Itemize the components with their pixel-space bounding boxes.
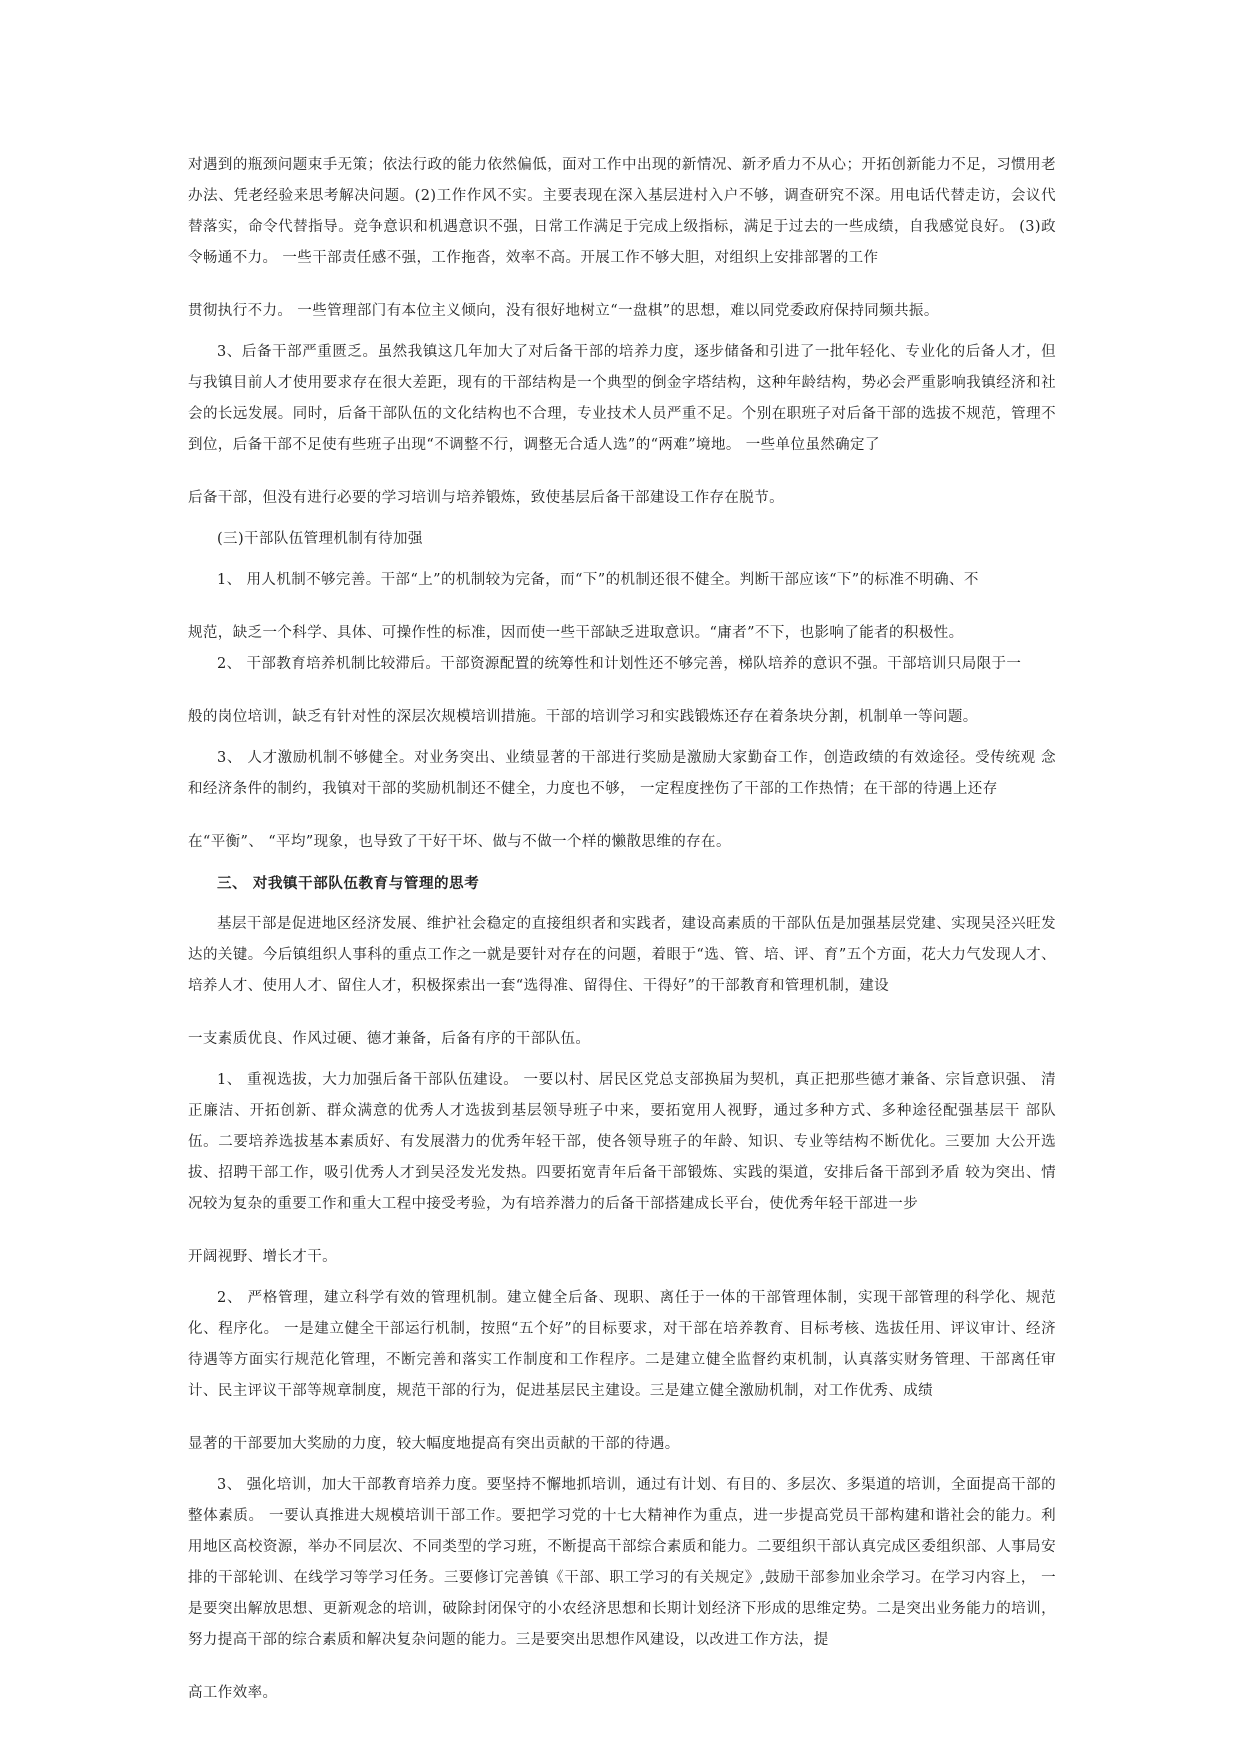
document-body — [188, 150, 1056, 1709]
section-heading: (三)干部队伍管理机制有待加强 — [217, 531, 423, 547]
paragraph: 高工作效率。 — [188, 1685, 278, 1701]
paragraph: 2、 严格管理，建立科学有效的管理机制。建立健全后备、现职、离任于一体的干部管理体制，实现干部管理的科学化、规范化、程序化。 一是建立健全干部运行机制，按照“五个好”的目标要求，对干部在培养教育、目标考核、选拔任用、评议审计、经济待遇等方面实行规范化管理，不断完善和落实工作制度和工作程序。二是建立健全监督约束机制，认真落实财务管理、干部离任审计、民主评议干部等规章制度，规范干部的行为，促进基层民主建设。三是建立健全激励机制，对工作优秀、成绩 — [188, 1290, 1056, 1399]
paragraph: 般的岗位培训，缺乏有针对性的深层次规模培训措施。干部的培训学习和实践锻炼还存在着条块分割，机制单一等问题。 — [188, 709, 978, 725]
paragraph: 1、 重视选拔，大力加强后备干部队伍建设。 一要以村、居民区党总支部换届为契机，真正把那些德才兼备、宗旨意识强、 清正廉洁、开拓创新、群众满意的优秀人才选拔到基层领导班子中来，要拓宽用人视野，通过多种方式、多种途径配强基层干 部队伍。二要培养选拔基本素质好、有发展潜力的优秀年轻干部，使各领导班子的年龄、知识、专业等结构不断优化。三要加 大公开选拔、招聘干部工作，吸引优秀人才到吴泾发光发热。四要拓宽青年后备干部锻炼、实践的渠道，安排后备干部到矛盾 较为突出、情况较为复杂的重要工作和重大工程中接受考验，为有培养潜力的后备干部搭建成长平台，使优秀年轻干部进一步 — [188, 1072, 1056, 1212]
paragraph: 1、 用人机制不够完善。干部“上”的机制较为完备，而“下”的机制还很不健全。判断干部应该“下”的标准不明确、不 — [217, 572, 979, 588]
paragraph: 一支素质优良、作风过硬、德才兼备，后备有序的干部队伍。 — [188, 1031, 591, 1047]
paragraph: 规范，缺乏一个科学、具体、可操作性的标准，因而使一些干部缺乏进取意识。“庸者”不下，也影响了能者的积极性。 — [188, 625, 964, 641]
paragraph: 3、 人才激励机制不够健全。对业务突出、业绩显著的干部进行奖励是激励大家勤奋工作，创造政绩的有效途径。受传统观 念和经济条件的制约，我镇对干部的奖励机制还不健全，力度也不够， 一定程度挫伤了干部的工作热情；在干部的待遇上还存 — [188, 750, 1056, 797]
paragraph: 2、 干部教育培养机制比较滞后。干部资源配置的统筹性和计划性还不够完善，梯队培养的意识不强。干部培训只局限于一 — [217, 656, 1022, 672]
paragraph: 后备干部，但没有进行必要的学习培训与培养锻炼，致使基层后备干部建设工作存在脱节。 — [188, 490, 784, 506]
paragraph: 3、 强化培训，加大干部教育培养力度。要坚持不懈地抓培训，通过有计划、有目的、多层次、多渠道的培训，全面提高干部的整体素质。 一要认真推进大规模培训干部工作。要把学习党的十七大精神作为重点，进一步提高党员干部构建和谐社会的能力。利用地区高校资源，举办不同层次、不同类型的学习班，不断提高干部综合素质和能力。二要组织干部认真完成区委组织部、人事局安排的干部轮训、在线学习等学习任务。三要修订完善镇《干部、职工学习的有关规定》,鼓励干部参加业余学习。在学习内容上， 一是要突出解放思想、更新观念的培训，破除封闭保守的小农经济思想和长期计划经济下形成的思维定势。二是突出业务能力的培训，努力提高干部的综合素质和解决复杂问题的能力。三是要突出思想作风建设，以改进工作方法，提 — [188, 1477, 1056, 1648]
paragraph: 在“平衡”、 “平均”现象，也导致了干好干坏、做与不做一个样的懒散思维的存在。 — [188, 834, 731, 850]
paragraph: 对遇到的瓶颈问题束手无策；依法行政的能力依然偏低，面对工作中出现的新情况、新矛盾力不从心；开拓创新能力不足，习惯用老办法、凭老经验来思考解决问题。(2)工作作风不实。主要表现在深入基层进村入户不够，调查研究不深。用电话代替走访，会议代替落实，命令代替指导。竞争意识和机遇意识不强，日常工作满足于完成上级指标，满足于过去的一些成绩，自我感觉良好。 (3)政令畅通不力。 一些干部责任感不强，工作拖沓，效率不高。开展工作不够大胆，对组织上安排部署的工作 — [188, 157, 1056, 266]
paragraph: 显著的干部要加大奖励的力度，较大幅度地提高有突出贡献的干部的待遇。 — [188, 1436, 680, 1452]
chapter-heading: 三、 对我镇干部队伍教育与管理的思考 — [217, 875, 480, 892]
paragraph: 贯彻执行不力。 一些管理部门有本位主义倾向，没有很好地树立“一盘棋”的思想，难以同党委政府保持同频共振。 — [188, 303, 939, 319]
paragraph: 开阔视野、增长才干。 — [188, 1249, 337, 1265]
paragraph: 基层干部是促进地区经济发展、维护社会稳定的直接组织者和实践者，建设高素质的干部队伍是加强基层党建、实现吴泾兴旺发达的关键。今后镇组织人事科的重点工作之一就是要针对存在的问题，着眼于“选、管、培、评、育”五个方面，花大力气发现人才、培养人才、使用人才、留住人才，积极探索出一套“选得准、留得住、干得好”的干部教育和管理机制，建设 — [188, 916, 1056, 994]
paragraph: 3、后备干部严重匮乏。虽然我镇这几年加大了对后备干部的培养力度，逐步储备和引进了一批年轻化、专业化的后备人才，但与我镇目前人才使用要求存在很大差距，现有的干部结构是一个典型的倒金字塔结构，这种年龄结构，势必会严重影响我镇经济和社会的长远发展。同时，后备干部队伍的文化结构也不合理，专业技术人员严重不足。个别在职班子对后备干部的选拔不规范，管理不到位，后备干部不足使有些班子出现“不调整不行，调整无合适人选”的“两难”境地。 一些单位虽然确定了 — [188, 344, 1056, 453]
